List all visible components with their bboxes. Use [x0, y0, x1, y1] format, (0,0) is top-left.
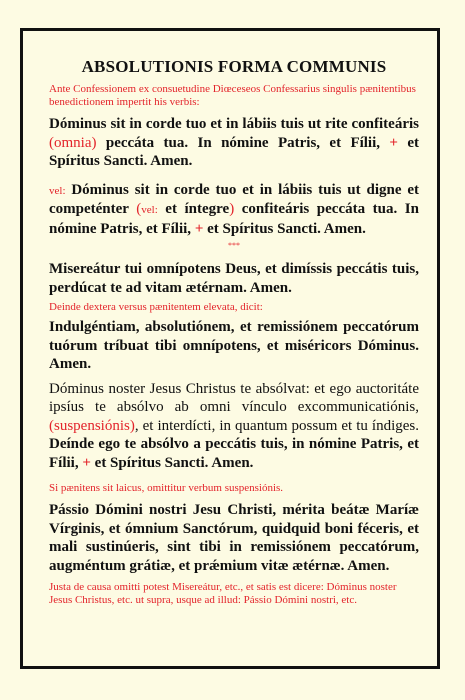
formula1-text: Dóminus sit in corde tuo et in lábiis tuis ut rite confiteáris — [49, 116, 419, 132]
rubric-dextera: Deinde dextera versus pænitentem elevata, dicit: — [49, 301, 263, 313]
absolvat-text-3: Deínde ego te absólvo a peccátis tuis, in nómine Patris, et Fílii, — [49, 436, 419, 471]
section-divider-stars: *** — [228, 241, 240, 250]
formula2-text-3: et Spíritus Sancti. Amen. — [203, 220, 366, 237]
vel-label: vel: — [49, 184, 66, 197]
misereatur-prayer: Misereátur tui omnípotens Deus, et dimíssis peccátis tuis, perdúcat te ad vitam ætérnam. Amen. — [49, 261, 419, 296]
absolvat-text-4: et Spíritus Sancti. Amen. — [90, 454, 254, 471]
formula1-text-2: peccáta tua. In nómine Patris, et Fílii, — [96, 134, 390, 151]
rubric-final: Justa de causa omitti potest Misereátur, etc., et satis est dicere: Dóminus noster Jesus Christus, etc. ut supra, usque ad illud: Pássio Dómini nostri, etc. — [49, 581, 397, 606]
absolution-card — [20, 28, 440, 669]
absolvat-text: Dóminus noster Jesus Christus te absólvat: et ego auctoritáte ipsíus te absólvo ab omni vínculo excommunicatiónis, — [49, 380, 419, 415]
vel-inner-label: vel: — [141, 204, 158, 216]
formula-benediction — [49, 115, 419, 171]
page-title: ABSOLUTIONIS FORMA COMMUNIS — [81, 57, 387, 76]
suspensionis-optional: (suspensiónis) — [49, 417, 135, 434]
formula2-text: Dóminus sit in corde tuo et in lábiis tuis ut digne et competénter — [49, 181, 419, 217]
absolvat-text-2: , et interdícti, in quantum possum et tu índiges. — [134, 417, 419, 434]
paren-close: ) — [229, 201, 235, 217]
rubric-laicus: Si pænitens sit laicus, omittitur verbum suspensiónis. — [49, 482, 284, 494]
rubric-intro: Ante Confessionem ex consuetudine Diœceseos Confessarius singulis pænitentibus benedictionem impertit his verbis: — [49, 83, 416, 108]
paren-open: ( — [136, 201, 142, 217]
passio-prayer: Pássio Dómini nostri Jesu Christi, mérita beátæ Maríæ Vírginis, et ómnium Sanctórum, quidquid boni féceris, et mali sustinúeris, sint tibi in remissiónem peccatórum, augméntum grátiæ, et prǽmium vitæ ætérnæ. Amen. — [49, 502, 419, 574]
formula-benediction-alt — [49, 181, 419, 239]
integre-text: et íntegre — [157, 201, 230, 217]
absolution-formula — [49, 380, 419, 473]
omnia-optional: (omnia) — [49, 134, 97, 151]
cross-icon: + — [82, 454, 91, 471]
cross-icon: + — [194, 220, 204, 237]
formula2-text-2: confiteáris peccáta tua. In nómine Patris, et Fílii, — [49, 201, 419, 237]
cross-icon: + — [389, 134, 398, 151]
formula1-text-3: et Spíritus Sancti. Amen. — [49, 134, 420, 169]
indulgentiam-prayer: Indulgéntiam, absolutiónem, et remissiónem peccatórum tuórum tríbuat tibi omnípotens, et miséricors Dóminus. Amen. — [49, 319, 419, 372]
